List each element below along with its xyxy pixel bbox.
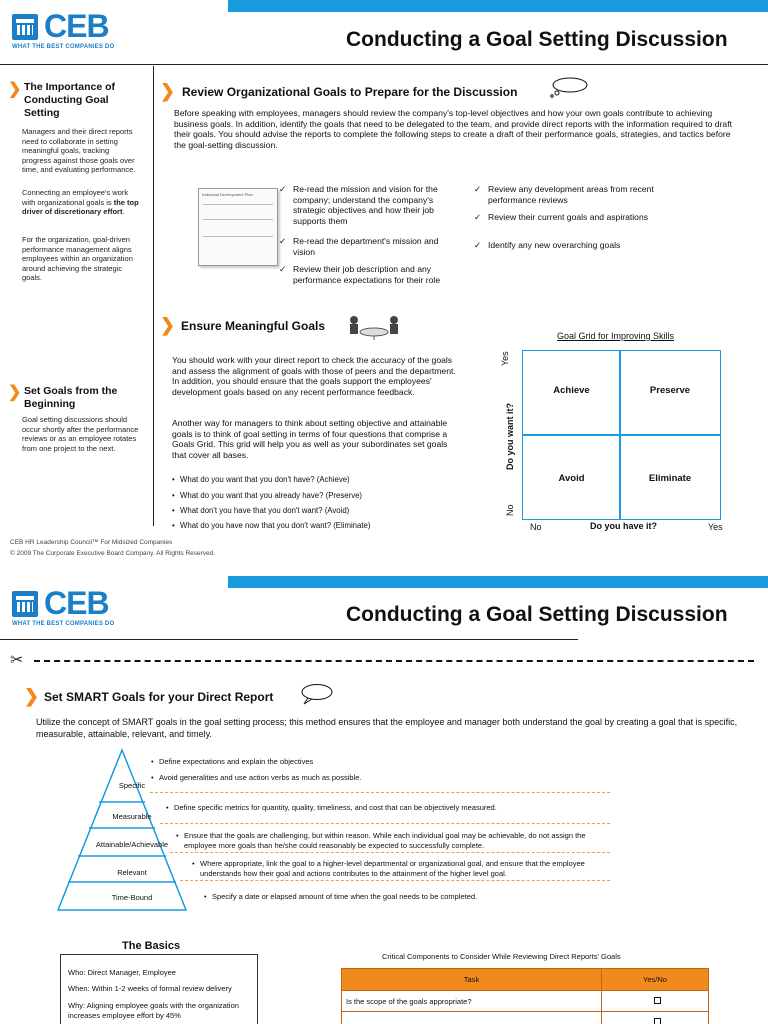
task-cell-empty bbox=[342, 1012, 602, 1024]
checkbox-icon[interactable] bbox=[654, 1018, 661, 1024]
table-row bbox=[342, 1012, 709, 1024]
smart-bullet-date: • Specify a date or elapsed amount of time when the goal needs to be completed. bbox=[204, 892, 624, 902]
tier-divider bbox=[180, 880, 610, 881]
document-title: Individual Development Plan bbox=[202, 192, 253, 197]
smart-bullet-metrics: • Define specific metrics for quantity, quality, timeliness, and cost that can be objectively measured. bbox=[166, 803, 726, 813]
grid-question-preserve: • What do you want that you already have? (Preserve) bbox=[172, 491, 462, 501]
ceb-logo-icon bbox=[12, 14, 38, 40]
importance-p2-bold: the top driver of discretionary effort bbox=[22, 197, 139, 216]
tier-relevant: Relevant bbox=[117, 868, 147, 877]
goal-grid-title: Goal Grid for Improving Skills bbox=[557, 331, 675, 341]
sidebar-divider bbox=[153, 66, 154, 526]
importance-p2-text: Connecting an employee's work with organizational goals is bbox=[22, 188, 129, 207]
ceb-logo-icon bbox=[12, 591, 38, 617]
basics-heading: The Basics bbox=[116, 940, 186, 952]
importance-heading: The Importance of Conducting Goal Setting bbox=[24, 81, 116, 119]
basics-why: Why: Aligning employee goals with the organization increases employee effort by 45% bbox=[68, 1001, 239, 1020]
page-title: Conducting a Goal Setting Discussion bbox=[346, 28, 728, 51]
tier-attainable: Attainable/Achievable bbox=[95, 840, 169, 849]
header-rule bbox=[0, 64, 768, 65]
page-title-2: Conducting a Goal Setting Discussion bbox=[346, 603, 728, 626]
meaningful-paragraph-1: You should work with your direct report to check the accuracy of the goals and assess the alignment of goals with those of peers and the department. In addition, you should ensure that the goals support the employees' development goals based on any recent performance feedback. bbox=[172, 355, 456, 397]
x-axis-yes: Yes bbox=[708, 522, 723, 532]
task-cell: Is the scope of the goals appropriate? bbox=[342, 991, 602, 1012]
importance-p2-end: . bbox=[122, 207, 125, 216]
checkbox-cell bbox=[602, 991, 709, 1012]
smart-intro: Utilize the concept of SMART goals in the goal setting process; this method ensures that the employee and manager both understand the goal by creating a goal that is specific, measurable, attainable, relevant, and timely. bbox=[36, 717, 738, 739]
grid-question-achieve: • What do you want that you don't have? (Achieve) bbox=[172, 475, 462, 485]
check-item-job-description: ✓ Review their job description and any performance expectations for their role bbox=[279, 264, 461, 285]
tier-divider bbox=[150, 792, 610, 793]
logo-tagline: WHAT THE BEST COMPANIES DO bbox=[12, 44, 115, 50]
grid-label-achieve: Achieve bbox=[553, 385, 590, 396]
meaningful-heading: Ensure Meaningful Goals bbox=[181, 319, 326, 333]
y-axis-label: Do you want it? bbox=[505, 403, 515, 470]
smart-heading: Set SMART Goals for your Direct Report bbox=[44, 690, 274, 704]
check-item-department: ✓ Re-read the department's mission and vision bbox=[279, 236, 457, 257]
importance-paragraph-2 bbox=[22, 188, 142, 217]
meaningful-paragraph-2: Another way for managers to think about setting objective and attainable goals is to think of goal setting in terms of four questions that comprise a Goals Grid. This grid will help you as well as your subordinates set goals that cover all bases. bbox=[172, 418, 448, 460]
review-intro: Before speaking with employees, managers should review the company's top-level objectives and how your own goals contribute to achieving business goals. In addition, identify the goals that need to be delegated to the team, and provide direct reports with the information required to draft their goals. You should advise the reports to complete the following steps to create a draft of their performance goals, strategies, and tactics before the goal-setting discussion. bbox=[174, 108, 732, 150]
col-yes-no: Yes/No bbox=[602, 969, 709, 991]
importance-paragraph-3: For the organization, goal-driven performance management aligns employees within an organization around achieving the strategic goals. bbox=[22, 235, 133, 282]
check-item-overarching-goals: ✓ Identify any new overarching goals bbox=[474, 240, 654, 251]
chevron-icon: ❯ bbox=[8, 384, 22, 401]
tier-divider bbox=[160, 823, 610, 824]
tier-divider bbox=[170, 852, 610, 853]
x-axis-no: No bbox=[530, 522, 542, 532]
tier-time-bound: Time-Bound bbox=[111, 893, 153, 902]
basics-who: Who: Direct Manager, Employee bbox=[68, 968, 176, 977]
meeting-people-icon bbox=[344, 312, 404, 340]
grid-question-eliminate: • What do you have now that you don't want? (Eliminate) bbox=[172, 521, 462, 531]
tier-measurable: Measurable bbox=[112, 812, 152, 821]
review-heading: Review Organizational Goals to Prepare for the Discussion bbox=[182, 85, 518, 99]
thought-bubble-icon bbox=[548, 76, 590, 98]
table-row bbox=[342, 991, 709, 1012]
check-item-current-goals: ✓ Review their current goals and aspirations bbox=[474, 212, 654, 223]
grid-label-preserve: Preserve bbox=[649, 385, 691, 396]
top-accent-bar bbox=[228, 0, 768, 12]
smart-bullet-link: • Where appropriate, link the goal to a higher-level departmental or organizational goal, and ensure that the employee understands how their goal and actions contributes to the attainment of the higher level goal. bbox=[192, 859, 612, 879]
logo-name: CEB bbox=[44, 8, 109, 44]
critical-title: Critical Components to Consider While Reviewing Direct Reports' Goals bbox=[382, 952, 621, 961]
basics-when: When: Within 1-2 weeks of formal review delivery bbox=[68, 984, 232, 993]
grid-label-eliminate: Eliminate bbox=[648, 473, 692, 484]
x-axis-label: Do you have it? bbox=[590, 521, 658, 531]
check-item-mission: ✓ Re-read the mission and vision for the company; understand the company's strategic objectives and how their job supports them bbox=[279, 184, 457, 226]
smart-bullet-expectations: • Define expectations and explain the objectives bbox=[151, 757, 711, 767]
footer-copyright: © 2009 The Corporate Executive Board Company. All Rights Reserved. bbox=[10, 550, 216, 557]
scissors-icon: ✂ bbox=[10, 652, 24, 669]
development-plan-document-icon bbox=[198, 188, 278, 266]
chevron-icon: ❯ bbox=[160, 81, 176, 101]
grid-question-avoid: • What don't you have that you don't want? (Avoid) bbox=[172, 506, 462, 516]
logo-tagline-2: WHAT THE BEST COMPANIES DO bbox=[12, 621, 115, 627]
check-item-development-areas: ✓ Review any development areas from recent performance reviews bbox=[474, 184, 654, 205]
logo-name-2: CEB bbox=[44, 585, 109, 621]
grid-label-avoid: Avoid bbox=[558, 473, 585, 484]
critical-table bbox=[341, 968, 709, 1024]
importance-paragraph-1: Managers and their direct reports need to collaborate in setting meaningful goals, tracking progress against those goals over time, and evaluating performance. bbox=[22, 127, 136, 174]
header-rule-2 bbox=[0, 639, 578, 640]
y-axis-yes: Yes bbox=[500, 351, 510, 366]
y-axis-no: No bbox=[505, 504, 515, 516]
chevron-icon: ❯ bbox=[8, 81, 22, 98]
checkbox-icon[interactable] bbox=[654, 997, 661, 1004]
cut-line bbox=[34, 660, 754, 662]
top-accent-bar-2 bbox=[228, 576, 768, 588]
smart-bullet-generalities: • Avoid generalities and use action verbs as much as possible. bbox=[151, 773, 711, 783]
chevron-icon: ❯ bbox=[160, 315, 176, 335]
speech-bubble-icon bbox=[298, 683, 334, 705]
chevron-icon: ❯ bbox=[24, 686, 40, 706]
col-task: Task bbox=[342, 969, 602, 991]
beginning-heading: Set Goals from the Beginning bbox=[24, 385, 118, 410]
beginning-paragraph: Goal setting discussions should occur shortly after the performance reviews or as an employee rotates from one project to the next. bbox=[22, 415, 139, 453]
footer-council: CEB HR Leadership Council™ For Midsized Companies bbox=[10, 539, 173, 546]
checkbox-cell bbox=[602, 1012, 709, 1024]
smart-bullet-challenging: • Ensure that the goals are challenging, but within reason. While each individual goal may be achievable, do not assign the employee more goals than he/she could reasonably be expected to successfully complete. bbox=[176, 831, 616, 851]
tier-specific: Specific bbox=[118, 781, 146, 790]
